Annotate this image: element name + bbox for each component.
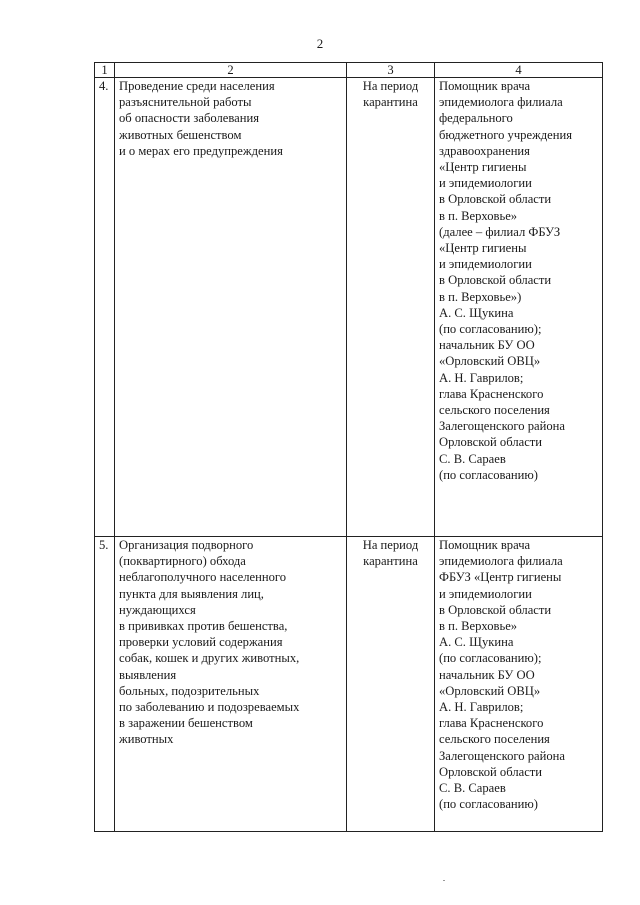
responsible-cell: Помощник врача эпидемиолога филиала ФБУЗ «Центр гигиены и эпидемиологии в Орловской области в п. Верховье» А. С. Щукина (по согласованию); начальник БУ ОО «Орловский ОВЦ» А. Н. Гаврилов; глава Красненского сельского поселения Залегощенского района Орловской области С. В. Сараев (по согласованию) [435,537,603,832]
column-header-3: 3 [347,63,435,78]
column-header-4: 4 [435,63,603,78]
period-cell: На период карантина [347,78,435,537]
column-header-1: 1 [95,63,115,78]
row-number: 5. [95,537,115,832]
table-row [95,537,603,832]
activity-cell: Организация подворного (поквартирного) обхода неблагополучного населенного пункта для выявления лиц, нуждающихся в прививках против бешенства, проверки условий содержания собак, кошек и других животных, выявления больных, подозрительных по заболеванию и подозреваемых в заражении бешенством животных [115,537,347,832]
table-header-row [95,63,603,78]
period-cell: На период карантина [347,537,435,832]
row-number: 4. [95,78,115,537]
column-header-2: 2 [115,63,347,78]
table-row [95,78,603,537]
activity-cell: Проведение среди населения разъяснительной работы об опасности заболевания животных бешенством и о мерах его предупреждения [115,78,347,537]
responsible-cell: Помощник врача эпидемиолога филиала федерального бюджетного учреждения здравоохранения «Центр гигиены и эпидемиологии в Орловской области в п. Верховье» (далее – филиал ФБУЗ «Центр гигиены и эпидемиологии в Орловской области в п. Верховье») А. С. Щукина (по согласованию); начальник БУ ОО «Орловский ОВЦ» А. Н. Гаврилов; глава Красненского сельского поселения Залегощенского района Орловской области С. В. Сараев (по согласованию) [435,78,603,537]
measures-table [94,62,603,832]
scan-speck [443,880,445,881]
page-number: 2 [316,36,324,51]
